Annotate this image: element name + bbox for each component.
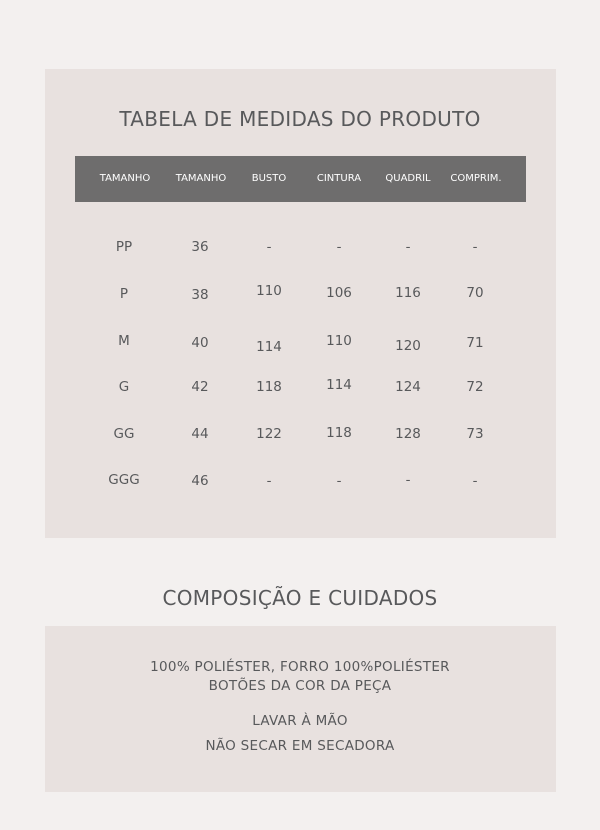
composition-panel [45, 626, 556, 792]
care-instruction: NÃO SECAR EM SECADORA [205, 738, 395, 754]
table-cell: 122 [256, 426, 282, 442]
table-cell: 116 [395, 285, 421, 301]
header-comprimento: COMPRIM. [450, 173, 502, 184]
table-cell: 44 [191, 426, 209, 442]
table-cell: 114 [256, 339, 282, 355]
table-cell: 120 [395, 338, 421, 354]
table-cell: - [336, 239, 342, 255]
table-cell: 46 [191, 473, 209, 489]
table-cell: 72 [466, 379, 484, 395]
table-cell: 70 [466, 285, 484, 301]
header-cintura: CINTURA [316, 173, 362, 184]
composition-line: 100% POLIÉSTER, FORRO 100%POLIÉSTER [150, 659, 450, 675]
header-tamanho-number: TAMANHO [175, 173, 227, 184]
table-cell: - [405, 472, 411, 488]
table-cell: 71 [466, 335, 484, 351]
table-cell: 114 [326, 377, 352, 393]
table-cell: 73 [466, 426, 484, 442]
table-cell: 36 [191, 239, 209, 255]
table-cell: 118 [256, 379, 282, 395]
table-cell: GG [113, 426, 135, 442]
table-cell: 128 [395, 426, 421, 442]
table-cell: M [118, 333, 130, 349]
table-cell: - [405, 239, 411, 255]
table-cell: - [266, 473, 272, 489]
table-cell: GGG [108, 472, 140, 488]
table-cell: - [472, 473, 478, 489]
table-cell: G [118, 379, 130, 395]
care-instruction: LAVAR À MÃO [252, 713, 348, 729]
table-cell: 42 [191, 379, 209, 395]
table-cell: 124 [395, 379, 421, 395]
table-cell: - [472, 239, 478, 255]
size-table-header [75, 156, 526, 202]
table-cell: 106 [326, 285, 352, 301]
header-quadril: QUADRIL [385, 173, 431, 184]
size-table-title: TABELA DE MEDIDAS DO PRODUTO [119, 107, 481, 131]
table-cell: P [119, 286, 129, 302]
size-table-panel [45, 69, 556, 538]
table-cell: 38 [191, 287, 209, 303]
composition-title: COMPOSIÇÃO E CUIDADOS [162, 586, 438, 610]
composition-line: BOTÕES DA COR DA PEÇA [208, 678, 392, 694]
table-cell: 118 [326, 425, 352, 441]
table-cell: PP [115, 239, 133, 255]
table-cell: - [266, 239, 272, 255]
table-cell: 110 [326, 333, 352, 349]
header-busto: BUSTO [251, 173, 287, 184]
table-cell: - [336, 473, 342, 489]
table-cell: 40 [191, 335, 209, 351]
header-tamanho-letter: TAMANHO [99, 173, 151, 184]
table-cell: 110 [256, 283, 282, 299]
